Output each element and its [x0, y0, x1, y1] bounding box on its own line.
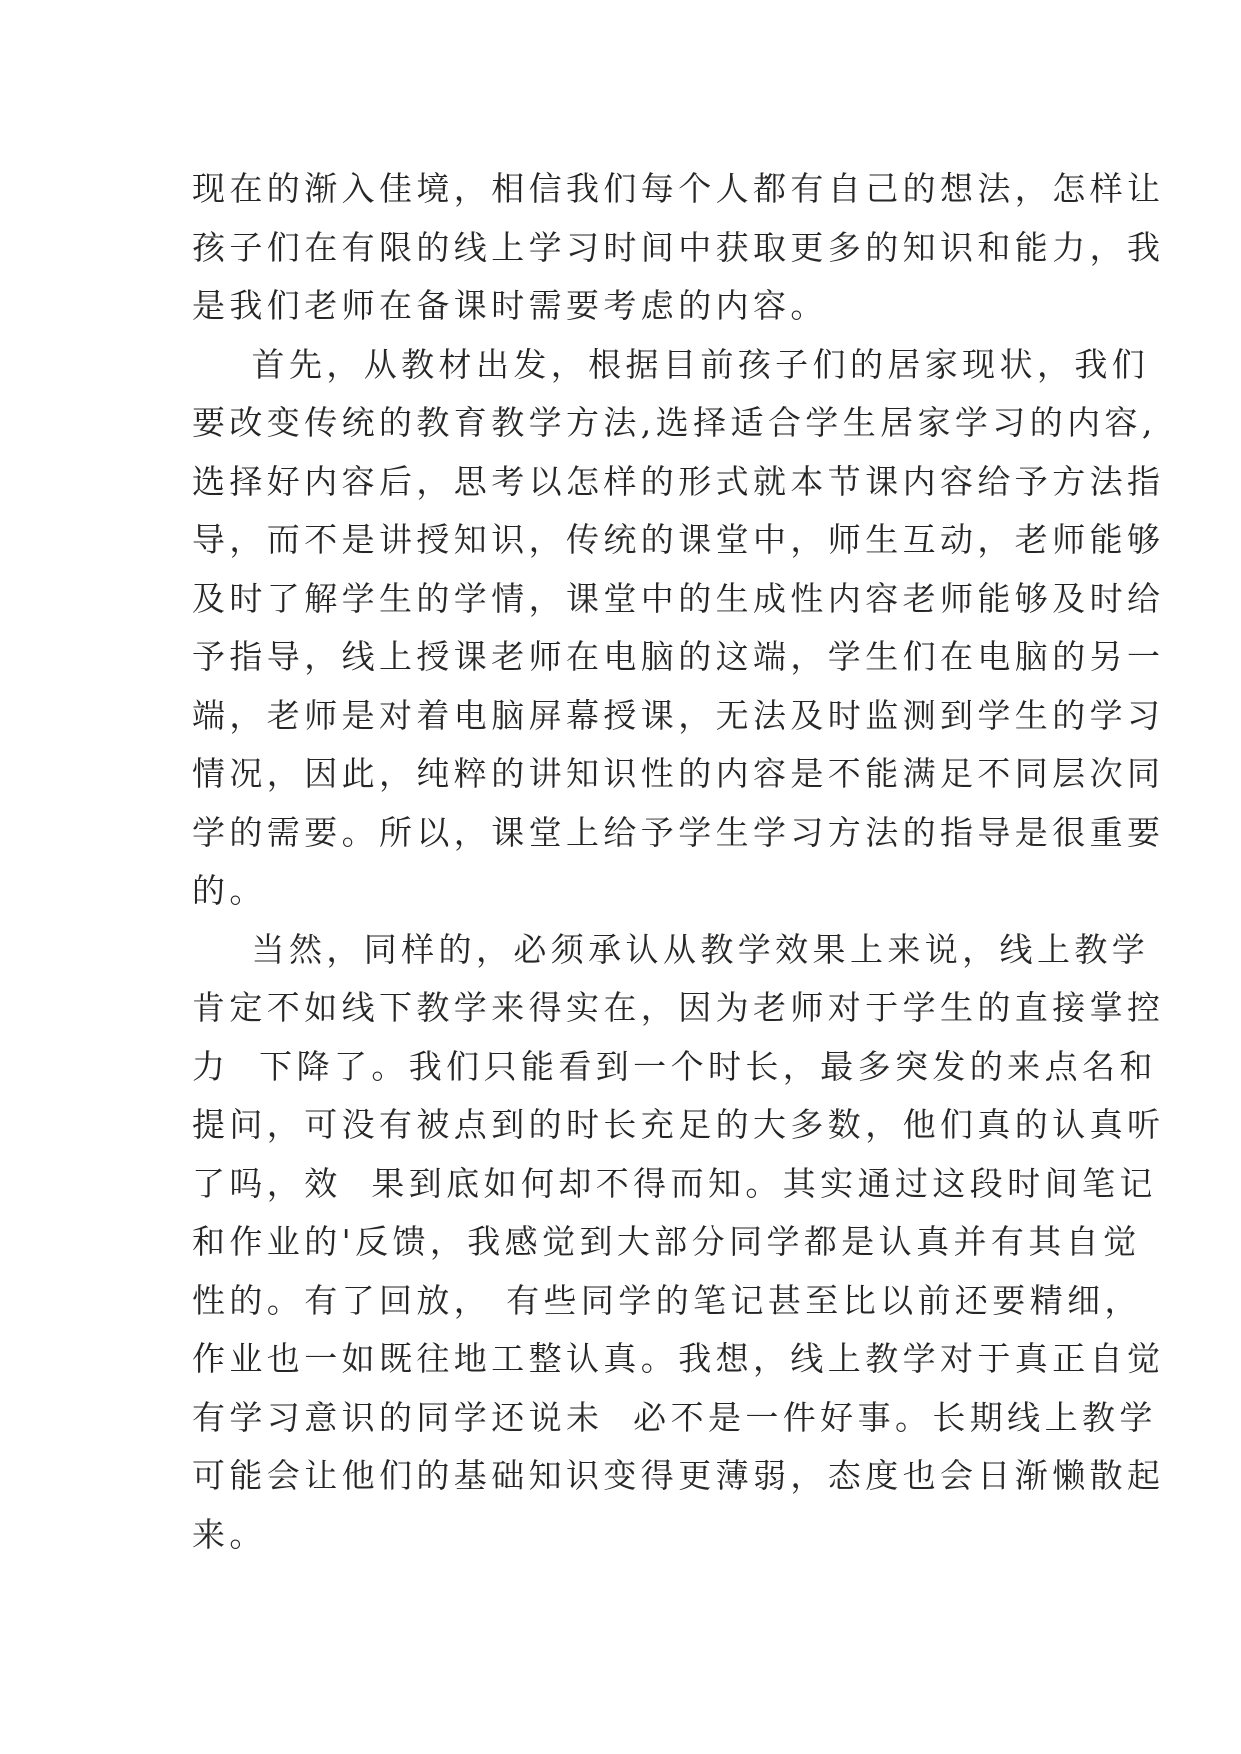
- text-line: 首先，从教材出发，根据目前孩子们的居家现状，我们: [192, 344, 1150, 384]
- text-line: 性的。有了回放， 有些同学的笔记甚至比以前还要精细，: [192, 1280, 1142, 1320]
- text-line: 了吗，效 果到底如何却不得而知。其实通过这段时间笔记: [192, 1163, 1157, 1203]
- document-body: [192, 160, 1165, 1564]
- text-line: 及时了解学生的学情，课堂中的生成性内容老师能够及时给: [192, 578, 1165, 618]
- text-line: 可能会让他们的基础知识变得更薄弱，态度也会日渐懒散起: [192, 1456, 1165, 1495]
- text-line: 来。: [192, 1514, 267, 1554]
- text-line: 和作业的'反馈，我感觉到大部分同学都是认真并有其自觉: [192, 1222, 1141, 1261]
- text-line: 当然，同样的，必须承认从教学效果上来说，线上教学: [192, 929, 1150, 969]
- text-line: 肯定不如线下教学来得实在，因为老师对于学生的直接掌控: [192, 988, 1165, 1027]
- text-line: 要改变传统的教育教学方法,选择适合学生居家学习的内容,: [192, 403, 1157, 442]
- text-line: 孩子们在有限的线上学习时间中获取更多的知识和能力，我: [192, 227, 1165, 267]
- text-line: 学的需要。所以，课堂上给予学生学习方法的指导是很重要: [192, 812, 1165, 852]
- text-line: 力 下降了。我们只能看到一个时长，最多突发的来点名和: [192, 1046, 1157, 1086]
- text-line: 提问，可没有被点到的时长充足的大多数，他们真的认真听: [192, 1105, 1165, 1144]
- text-line: 予指导，线上授课老师在电脑的这端，学生们在电脑的另一: [192, 637, 1165, 676]
- text-line: 作业也一如既往地工整认真。我想，线上教学对于真正自觉: [192, 1339, 1165, 1378]
- text-line: 导，而不是讲授知识，传统的课堂中，师生互动，老师能够: [192, 520, 1165, 559]
- text-line: 情况，因此，纯粹的讲知识性的内容是不能满足不同层次同: [192, 754, 1165, 793]
- text-line: 的。: [192, 871, 267, 910]
- text-line: 现在的渐入佳境，相信我们每个人都有自己的想法，怎样让: [192, 169, 1165, 208]
- text-line: 端，老师是对着电脑屏幕授课，无法及时监测到学生的学习: [192, 695, 1165, 735]
- text-line: 有学习意识的同学还说未 必不是一件好事。长期线上教学: [192, 1397, 1157, 1437]
- text-line: 是我们老师在备课时需要考虑的内容。: [192, 286, 828, 325]
- text-line: 选择好内容后，思考以怎样的形式就本节课内容给予方法指: [192, 461, 1165, 501]
